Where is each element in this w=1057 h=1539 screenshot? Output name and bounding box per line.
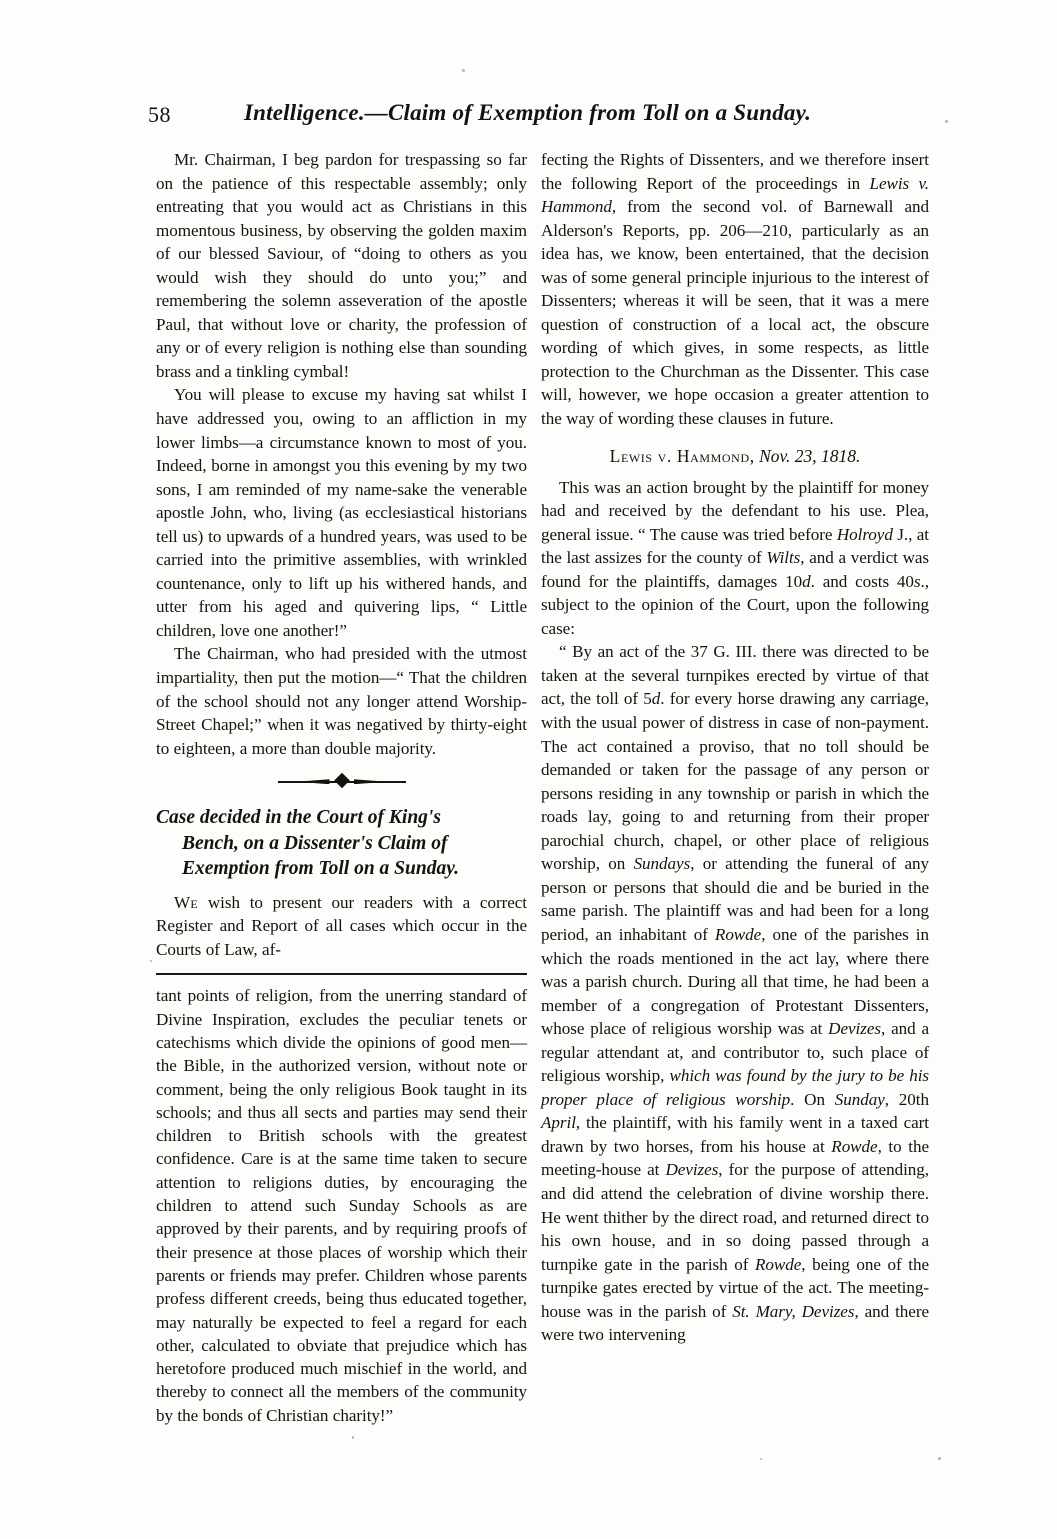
p2-part-6: . On [790, 1089, 835, 1109]
st-mary-devizes-italic: St. Mary, Devizes [732, 1301, 855, 1321]
p1-part-4: . and costs 40 [810, 571, 914, 591]
p1-part-3: , and a verdict was found for the plaintiffs, damages 10 [541, 548, 930, 591]
pence-abbrev-italic-2: d [651, 689, 661, 709]
devizes-italic-1: Devizes [828, 1019, 881, 1039]
intro-part-2: , from the second vol. of Barnewall and Alderson's Reports, pp. 206—210, particularly as an idea has, we know, been entertained, that the decision was of some general principle injurious to the interest of Dissenters; whereas it will be seen, that it was a mere question of construction of a local act, the obscure wording of which gives, in some respects, as little protection to the Churchman as the Dissenter. This case will, however, we hope occasion a greater attention to the way of wording these clauses in future. [541, 197, 929, 429]
devizes-italic-2: Devizes [665, 1160, 719, 1180]
case-date: Nov. 23, 1818. [754, 445, 861, 466]
paragraph-motion-negatived: The Chairman, who had presided with the utmost impartiality, then put the motion—“ That the children of the school should not any longer attend Worship-Street Chapel;” when it was negatived by thirty-eight to eighteen, a more than double majority. [156, 644, 527, 758]
section-heading [156, 805, 527, 882]
footnote-rule [156, 973, 527, 975]
case-parties: Lewis v. Hammond, [609, 445, 755, 466]
p2-part-7: , 20th [884, 1089, 929, 1109]
jury-finding-italic: which was found by the jury to be his proper place of religious worship [541, 1066, 929, 1109]
sunday-italic: Sunday [834, 1089, 885, 1109]
shilling-abbrev-italic: s [913, 571, 921, 591]
p2-part-12: , and there were two intervening [541, 1301, 929, 1345]
sundays-italic: Sundays [633, 854, 691, 874]
p2-part-3: , or attending the funeral of any person or persons that should die and be buried in the same parish. The plaintiff was and had been for a long period, an inhabitant of [541, 854, 929, 944]
rowde-italic-3: Rowde [754, 1254, 802, 1274]
scan-speckle [938, 1457, 941, 1460]
paragraph-statement-of-case [541, 640, 929, 1346]
diamond-rule-ornament-icon [156, 769, 527, 795]
p2-part-10: , for the purpose of attending, and did attend the celebration of divine worship there. He went thither by the direct road, and returned direct to his own house, and in so doing passed through a turnpike gate in the parish of [541, 1160, 929, 1274]
paragraph-excuse-sitting: You will please to excuse my having sat whilst I have addressed you, owing to an affliction in my lower limbs—a circumstance known to most of you. Indeed, borne in amongst you this evening by my two sons, I am reminded of my name-sake the venerable apostle John, who, living (as ecclesiastical historians tell us) to upwards of a hundred years, was used to be carried into the primitive assemblies, with wrinkled countenance, only to lift up his withered hands, and utter from his aged and quivering lips, “ Little children, love one another!” [156, 385, 527, 640]
paragraph-action-brought [541, 476, 929, 641]
p2-part-2: . for every horse drawing any carriage, with the usual power of distress in case of non-payment. The act contained a proviso, that no toll should be demanded or taken for the passage of any person or persons residing in any township or parish in which the roads lay, going to and returning from their proper parochial church, chapel, or other place of religious worship, on [541, 689, 929, 874]
running-head [148, 100, 928, 130]
case-name-italic: Lewis v. Hammond [541, 173, 929, 217]
judge-name-italic: Holroyd [836, 524, 893, 544]
paragraph-editorial-intro [156, 891, 527, 962]
p2-part-5: , and a regular attendant at, and contributor to, such place of religious worship, [541, 1019, 929, 1086]
right-column [541, 148, 929, 1347]
scan-speckle [462, 69, 465, 72]
footnote-block [156, 984, 527, 1427]
p2-part-11: , being one of the turnpike gates erected by virtue of the act. The meeting-house was in the parish of [541, 1254, 929, 1321]
section-heading-line-2: Bench, on a Dissenter's Claim of [182, 832, 448, 854]
section-heading-line-1: Case decided in the Court of King's [156, 807, 441, 829]
p2-part-9: , to the meeting-house at [541, 1136, 929, 1180]
scan-speckle [150, 960, 152, 962]
p2-part-8: , the plaintiff, with his family went in a taxed cart drawn by two horses, from his house at [541, 1113, 929, 1156]
county-name-italic: Wilts [766, 548, 801, 568]
pence-abbrev-italic: d [802, 571, 811, 591]
paragraph-chairman-apology: Mr. Chairman, I beg pardon for trespassing so far on the patience of this respectable assembly; only entreating that you would act as Christians in this momentous business, by observing the golden maxim of our blessed Saviour, of “doing to others as you would wish they should do unto you;” and remembering the solemn asseveration of the apostle Paul, that without love or charity, the profession of any or of every religion is nothing else than sounding brass and a tinkling cymbal! [156, 150, 527, 381]
p1-part-2: J., at the last assizes for the county of [541, 524, 929, 568]
rowde-italic-1: Rowde [714, 924, 762, 944]
p2-part-1: “ By an act of the 37 G. III. there was directed to be taken at the several turnpikes erected by virtue of that act, the toll of 5 [541, 642, 929, 709]
page-number: 58 [148, 102, 171, 127]
scan-speckle [945, 120, 948, 123]
smallcaps-opener: We [174, 892, 199, 912]
april-italic: April [541, 1113, 576, 1133]
rowde-italic-2: Rowde [831, 1136, 878, 1156]
scan-speckle [352, 1436, 354, 1439]
running-head-title: Intelligence.—Claim of Exemption from Toll on a Sunday. [244, 100, 812, 125]
p2-part-4: , one of the parishes in which the roads mentioned in the act lay, where there was a parish church. During all that time, he had been a member of a congregation of Protestant Dissenters, whose place of religious worship was at [541, 924, 929, 1039]
section-heading-line-3: Exemption from Toll on a Sunday. [182, 858, 460, 880]
p1-part-1: This was an action brought by the plaintiff for money had and received by the defendant to his use. Plea, general issue. “ The cause was tried before [541, 477, 929, 544]
intro-part-1: fecting the Rights of Dissenters, and we therefore insert the following Report of the proceedings in [541, 150, 929, 193]
scan-speckle [760, 1458, 762, 1460]
footnote-text: tant points of religion, from the unerring standard of Divine Inspiration, excludes the peculiar tenets or catechisms which divide the opinions of good men—the Bible, in the authorized version, without note or comment, being the only religious Book taught in its schools; and thus all sects and parties may send their children to British schools with the greatest confidence. Care is at the same time taken to secure attention to religions duties, by encouraging the children to attend such Sunday Schools as are approved by their parents, and by requiring proofs of their presence at those places of worship which their parents or friends may prefer. Children whose parents profess different creeds, being thus educated together, may naturally be expected to feel a regard for each other, calculated to obviate that prejudice which has heretofore produced much mischief in the world, and thereby to connect all the members of the community by the bonds of Christian charity!” [156, 986, 527, 1425]
left-column [156, 148, 527, 1427]
paragraph-editorial-continued [541, 148, 929, 431]
editorial-intro-rest: wish to present our readers with a correct Register and Report of all cases which occur in the Courts of Law, af- [156, 892, 527, 959]
case-heading [541, 444, 929, 468]
p1-part-5: ., subject to the opinion of the Court, upon the following case: [541, 571, 929, 638]
